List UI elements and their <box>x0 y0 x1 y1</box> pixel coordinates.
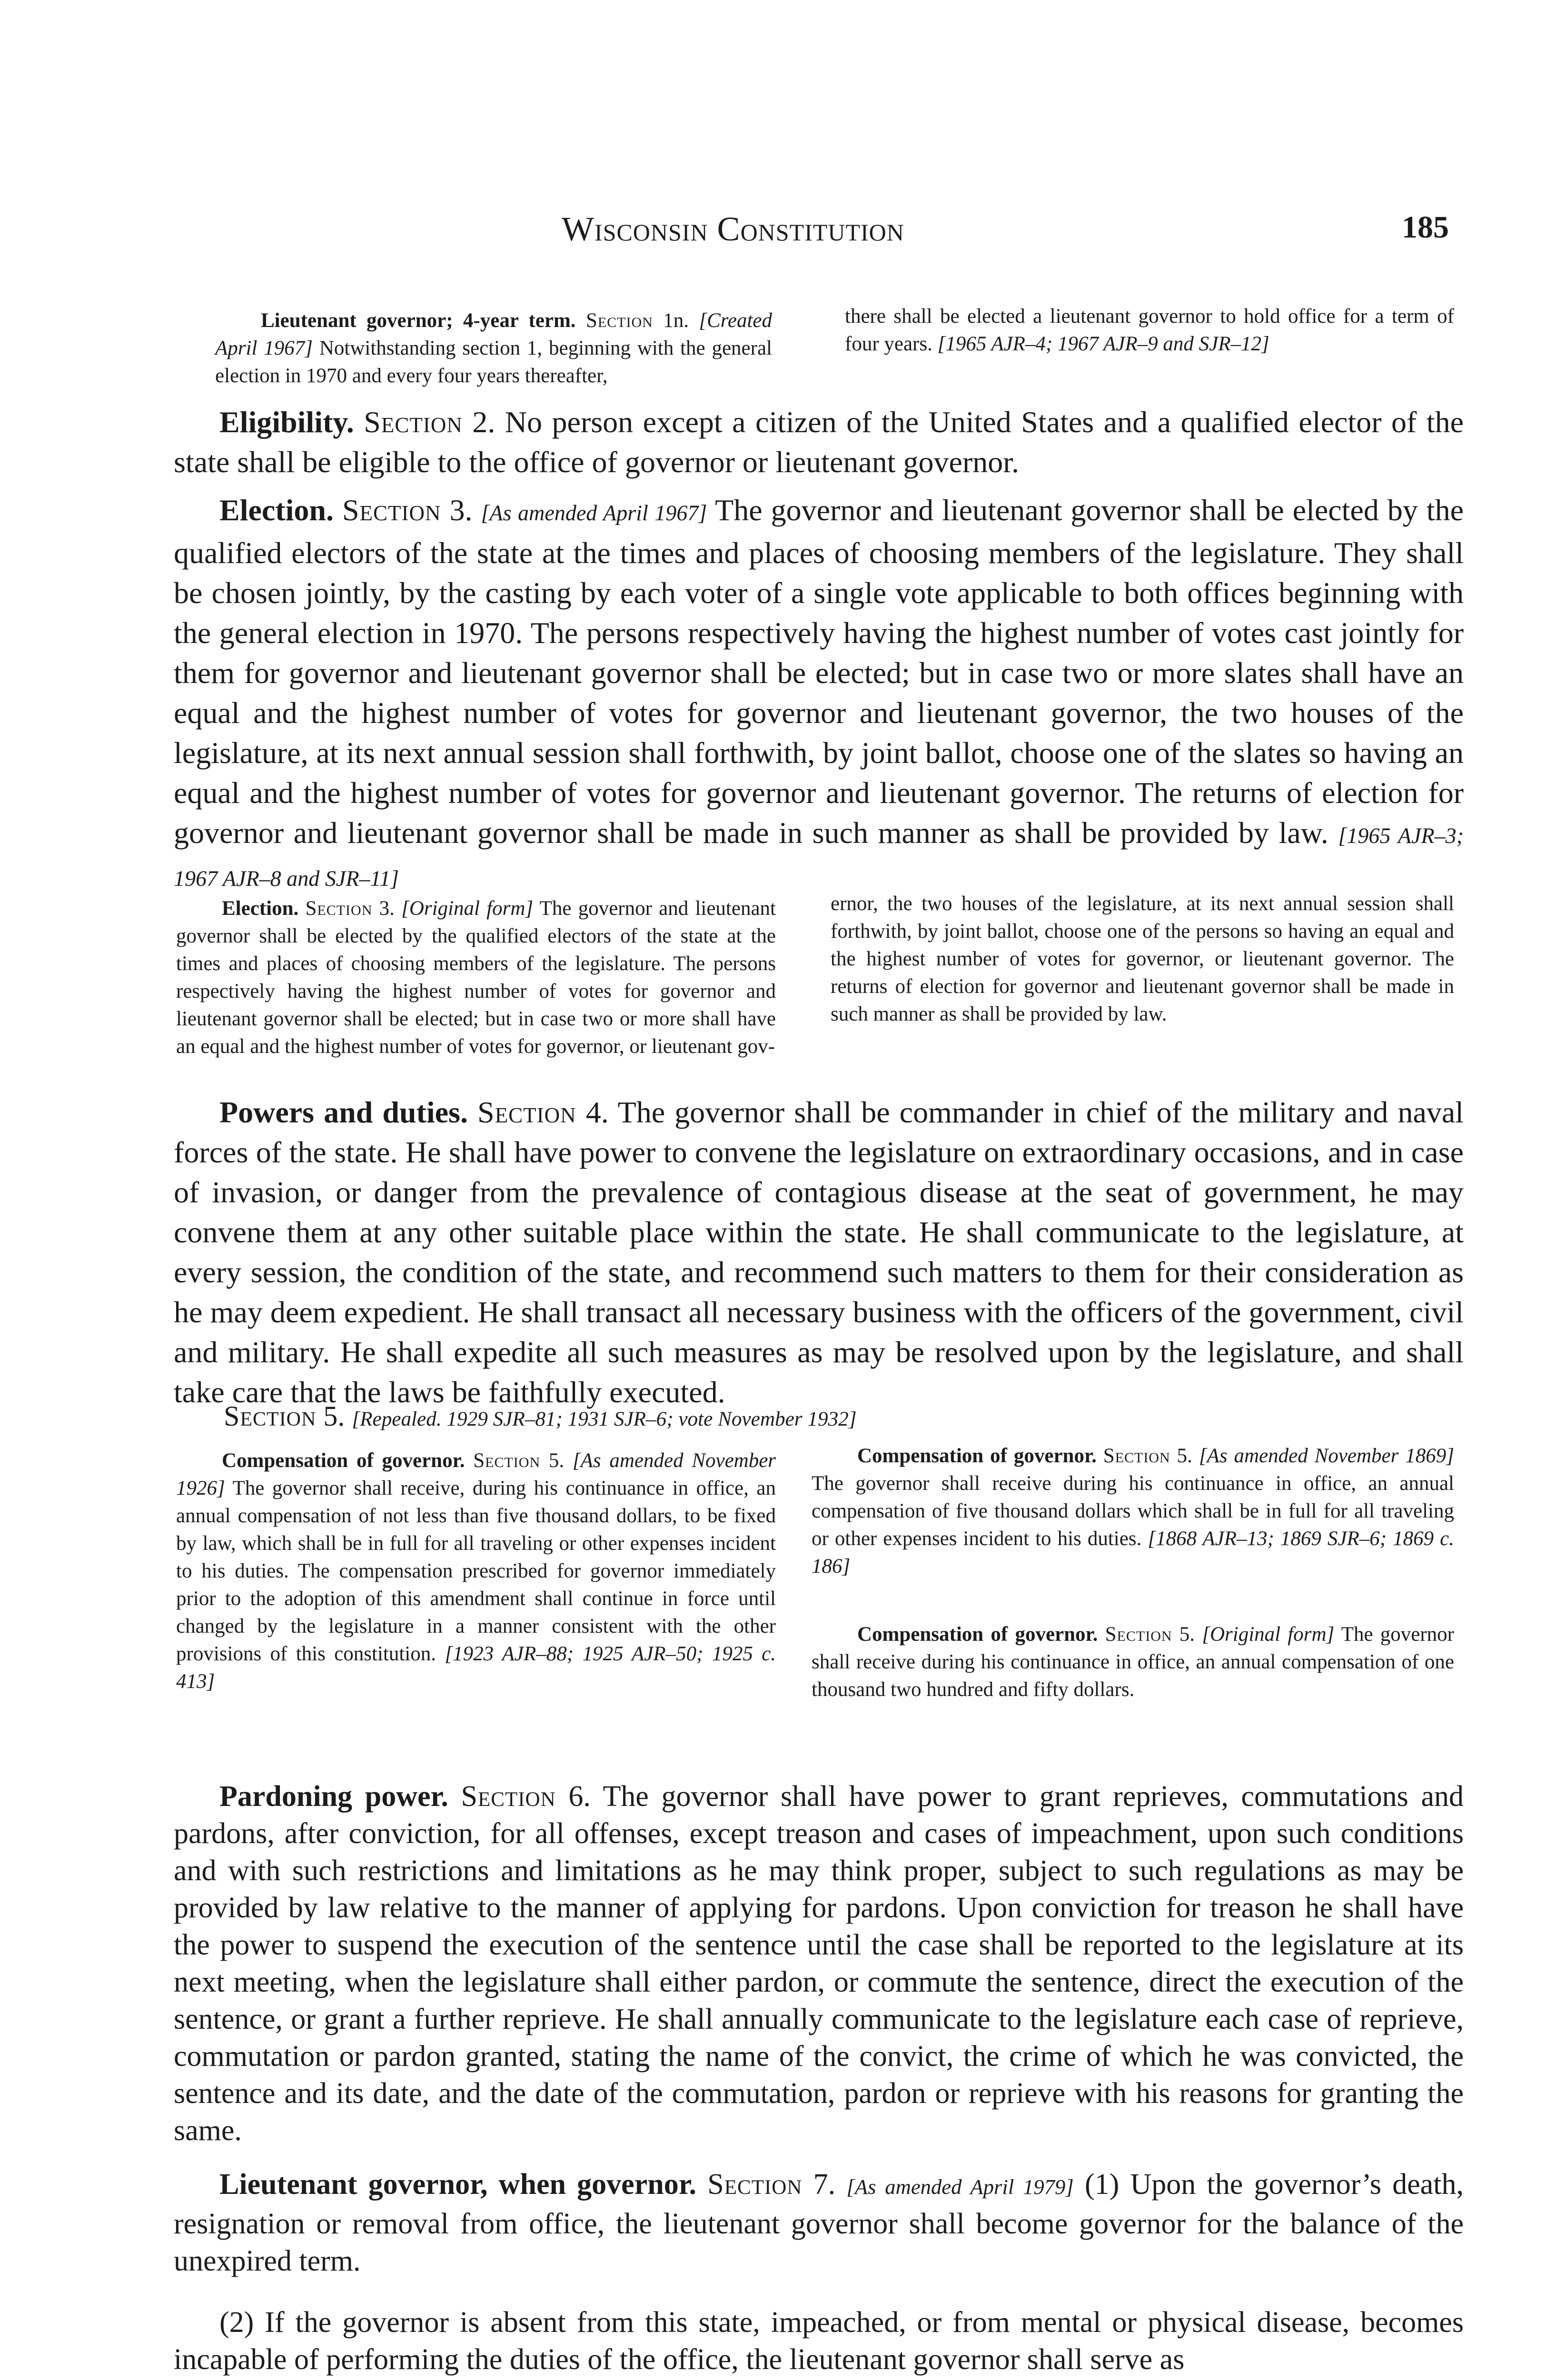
section-number: 3. <box>449 493 473 527</box>
section5-repealed <box>224 1397 1461 1438</box>
lt-gov-term-heading: Lieutenant governor; 4-year term. <box>261 309 576 332</box>
comp-original-heading: Compensation of governor. <box>857 1623 1098 1646</box>
eligibility-section <box>174 402 1464 482</box>
election-original-text: The governor and lieutenant governor shall be elected by the qualified electors of the state at the times and places of choosing members of the legislature. The persons respectively having the highest number of votes for governor and lieutenant governor shall be elected; but in case two or more shall have an equal and the highest number of votes for governor, or lieutenant gov- <box>176 897 776 1058</box>
history-note: [As amended November 1869] <box>1199 1445 1455 1467</box>
lt-gov-when-gov-section <box>174 2166 1464 2280</box>
page-header-title: Wisconsin Constitution <box>562 210 904 248</box>
history-note: [As amended November 1926] <box>176 1449 776 1499</box>
section-number: 5. <box>323 1400 345 1432</box>
section-number: 5. <box>1179 1623 1195 1646</box>
comp-1926-text: The governor shall receive, during his continuance in office, an annual compensation of not less than five thousand dollars, to be fixed by law, which shall be in full for all traveling or other expenses incident to his duties. The compensation prescribed for governor immediately prior to the adoption of this amendment shall continue in force until changed by the legislature in a manner consistent with the other provisions of this constitution. <box>176 1477 776 1665</box>
section-label: Section <box>1103 1445 1170 1467</box>
history-note: [Created April 1967] <box>215 309 773 359</box>
lt-gov-when-gov-para2: (2) If the governor is absent from this state, impeached, or from mental or physical disease, becomes incapable of performing the duties of the office, the lieutenant governor shall serve as <box>174 2306 1464 2376</box>
section-number: 5. <box>548 1449 565 1472</box>
comp-original-col <box>812 1621 1454 1704</box>
page-number: 185 <box>1402 210 1449 245</box>
election-original-text-cont: ernor, the two houses of the legislature, at its next annual session shall forthwith, by joint ballot, choose one of the persons so having an equal and the highest number of votes for governor, or lieutenant governor. The returns of election for governor and lieutenant governor shall be made in such manner as shall be provided by law. <box>831 892 1454 1025</box>
election-original-heading: Election. <box>222 897 299 920</box>
source-citation: [1923 AJR–88; 1925 AJR–50; 1925 c. 413] <box>176 1643 776 1693</box>
comp-1869-col <box>812 1442 1454 1580</box>
pardoning-heading: Pardoning power. <box>219 1780 448 1813</box>
history-note: [Original form] <box>1202 1623 1335 1646</box>
source-citation: [1965 AJR–4; 1967 AJR–9 and SJR–12] <box>937 333 1269 355</box>
section-label: Section <box>585 309 653 332</box>
eligibility-heading: Eligibility. <box>219 405 354 439</box>
section-number: 4. <box>585 1095 609 1129</box>
comp-1926-col <box>176 1447 776 1696</box>
lt-gov-term-col2 <box>845 303 1454 358</box>
election-original-col2 <box>831 890 1454 1028</box>
section-label: Section <box>224 1400 317 1432</box>
lt-gov-when-gov-heading: Lieutenant governor, when governor. <box>219 2168 697 2201</box>
eligibility-text: No person except a citizen of the United States and a qualified elector of the state shall be eligible to the office of governor or lieutenant governor. <box>174 405 1464 479</box>
pardoning-text: The governor shall have power to grant reprieves, commutations and pardons, after conviction, for all offenses, except treason and cases of impeachment, upon such conditions and with such restrictions and limitations as he may think proper, subject to such regulations as may be provided by law relative to the manner of applying for pardons. Upon conviction for treason he shall have the power to suspend the execution of the sentence until the case shall be reported to the legislature at its next meeting, when the legislature shall either pardon, or commute the sentence, direct the execution of the sentence, or grant a further reprieve. He shall annually communicate to the legislature each case of reprieve, commutation or pardon granted, stating the name of the convict, the crime of which he was convicted, the sentence and its date, and the date of the commutation, pardon or reprieve with his reasons for granting the same. <box>174 1780 1464 2147</box>
election-heading: Election. <box>219 493 334 527</box>
election-original-col1 <box>176 895 776 1061</box>
section-label: Section <box>477 1095 576 1129</box>
lt-gov-term-text: Notwithstanding section 1, beginning with the general election in 1970 and every four years thereafter, <box>215 337 772 387</box>
section-number: 3. <box>379 897 395 920</box>
comp-1869-heading: Compensation of governor. <box>857 1445 1097 1467</box>
history-note: [Original form] <box>401 897 534 920</box>
election-section <box>174 490 1464 899</box>
section-number: 6. <box>568 1780 591 1813</box>
section-label: Section <box>473 1449 541 1472</box>
history-note: [As amended April 1979] <box>846 2175 1074 2199</box>
section-label: Section <box>1105 1623 1172 1646</box>
powers-heading: Powers and duties. <box>219 1095 468 1129</box>
lt-gov-term-col1 <box>215 307 772 390</box>
source-citation: [1965 AJR–3; 1967 AJR–8 and SJR–11] <box>174 823 1464 891</box>
powers-text: The governor shall be commander in chief of the military and naval forces of the state. He shall have power to convene the legislature on extraordinary occasions, and in case of invasion, or danger from the prevalence of contagious disease at the seat of government, he may convene them at any other suitable place within the state. He shall communicate to the legislature, at every session, the condition of the state, and recommend such matters to them for their consideration as he may deem expedient. He shall transact all necessary business with the officers of the government, civil and military. He shall expedite all such measures as may be resolved upon by the legislature, and shall take care that the laws be faithfully executed. <box>174 1095 1464 1409</box>
section-number: 2. <box>472 405 496 439</box>
history-note: [As amended April 1967] <box>481 501 707 525</box>
section-label: Section <box>461 1780 556 1813</box>
section-label: Section <box>364 405 463 439</box>
lt-gov-when-gov-para2-block <box>174 2304 1464 2378</box>
election-text: The governor and lieutenant governor shall be elected by the qualified electors of the state at the times and places of choosing members of the legislature. They shall be chosen jointly, by the casting by each voter of a single vote applicable to both offices beginning with the general election in 1970. The persons respectively having the highest number of votes cast jointly for them for governor and lieutenant governor shall be elected; but in case two or more slates shall have an equal and the highest number of votes for governor and lieutenant governor, the two houses of the legislature, at its next annual session shall forthwith, by joint ballot, choose one of the slates so having an equal and the highest number of votes for governor and lieutenant governor. The returns of election for governor and lieutenant governor shall be made in such manner as shall be provided by law. <box>174 493 1464 850</box>
source-citation: [1868 AJR–13; 1869 SJR–6; 1869 c. 186] <box>812 1527 1455 1577</box>
section-number: 1n. <box>663 309 689 332</box>
comp-1869-text: The governor shall receive during his continuance in office, an annual compensation of five thousand dollars which shall be in full for all traveling or other expenses incident to his duties. <box>812 1472 1454 1550</box>
section-number: 7. <box>813 2168 836 2201</box>
lt-gov-term-text-cont: there shall be elected a lieutenant governor to hold office for a term of four years. <box>845 305 1454 355</box>
comp-1926-heading: Compensation of governor. <box>222 1449 465 1472</box>
section-number: 5. <box>1177 1445 1192 1467</box>
pardoning-section <box>174 1778 1464 2149</box>
section-label: Section <box>707 2168 803 2201</box>
comp-original-text: The governor shall receive during his continuance in office, an annual compensation of one thousand two hundred and fifty dollars. <box>812 1623 1455 1701</box>
history-note: [Repealed. 1929 SJR–81; 1931 SJR–6; vote November 1932] <box>352 1408 857 1430</box>
lt-gov-when-gov-para1: (1) Upon the governor’s death, resignation or removal from office, the lieutenant governor shall become governor for the balance of the unexpired term. <box>174 2168 1464 2277</box>
powers-section <box>174 1092 1464 1412</box>
section-label: Section <box>305 897 373 920</box>
section-label: Section <box>342 493 441 527</box>
